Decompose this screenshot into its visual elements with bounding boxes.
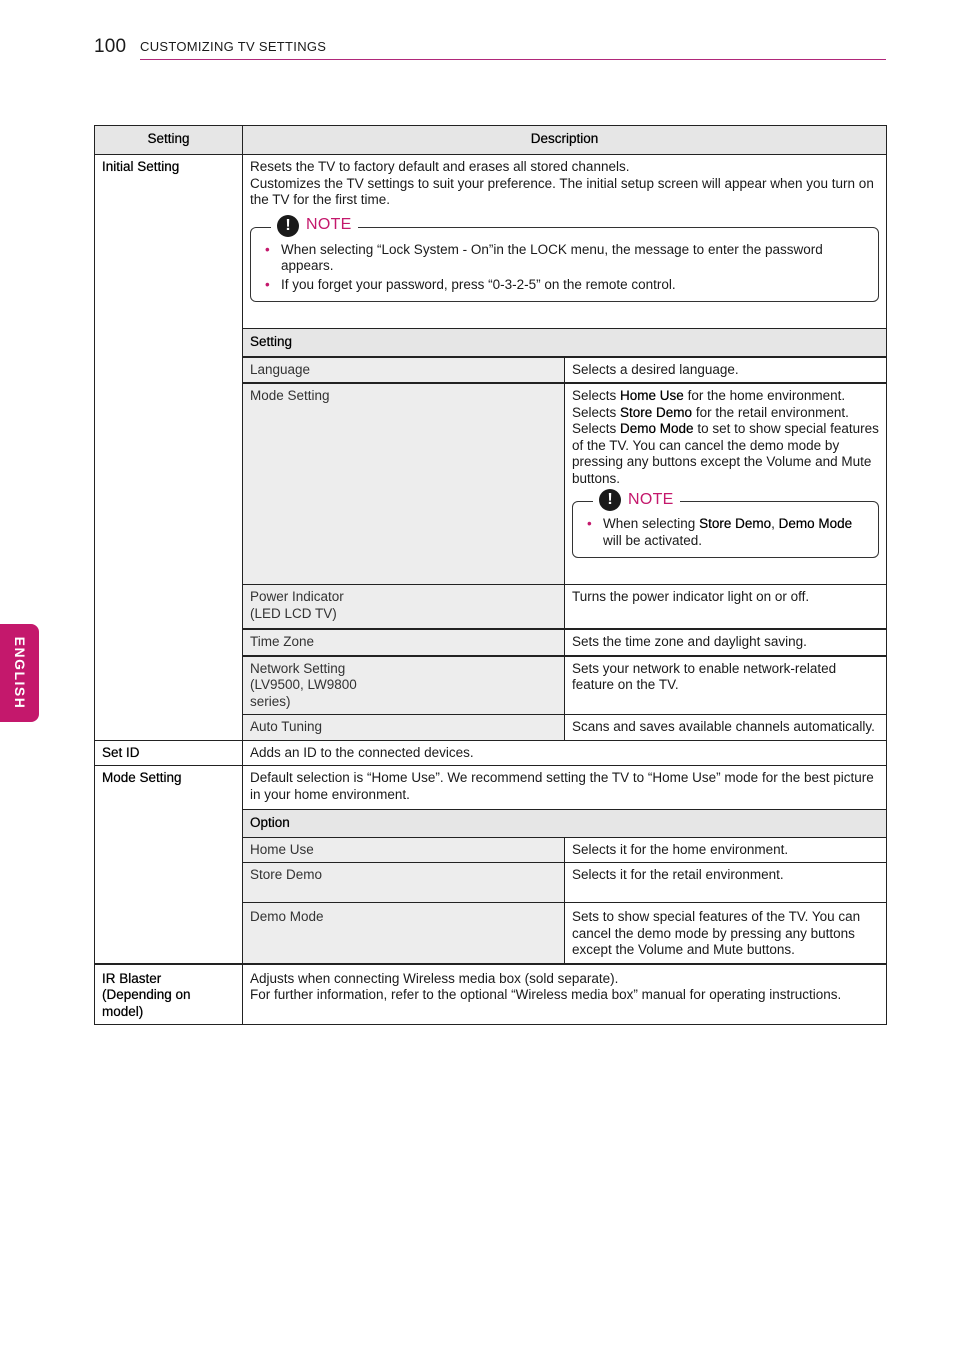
page-number: 100 xyxy=(94,36,127,57)
option-name: Store Demo xyxy=(243,863,565,903)
note-label: NOTE xyxy=(306,216,352,234)
option-description: Selects it for the retail environment. xyxy=(565,863,887,903)
option-description: Turns the power indicator light on or off. xyxy=(565,585,887,630)
table-row-initial-setting xyxy=(95,155,887,741)
settings-table xyxy=(94,125,887,1025)
option-name: Mode Setting xyxy=(243,383,565,585)
desc-line: Adjusts when connecting Wireless media box (sold separate). xyxy=(250,970,619,986)
option-name: Home Use xyxy=(243,837,565,863)
option-description: Selects it for the home environment. xyxy=(565,837,887,863)
option-name: Time Zone xyxy=(243,629,565,656)
subtable-header: Setting xyxy=(243,329,886,357)
option-description: Sets to show special features of the TV. You can cancel the demo mode by pressing any buttons except the Volume and Mute buttons. xyxy=(565,903,887,963)
option-description: Sets the time zone and daylight saving. xyxy=(565,629,887,656)
option-name: Power Indicator (LED LCD TV) xyxy=(243,585,565,630)
note-box xyxy=(250,216,879,303)
note-box xyxy=(572,490,879,558)
note-item: • When selecting Store Demo, Demo Mode will be activated. xyxy=(587,516,868,549)
note-item: • When selecting “Lock System - On”in the LOCK menu, the message to enter the password appears. xyxy=(265,242,868,275)
option-name: Auto Tuning xyxy=(243,715,565,740)
column-header-setting: Setting xyxy=(95,126,243,155)
section-title: CUSTOMIZING TV SETTINGS xyxy=(140,39,327,54)
table-row-ir-blaster xyxy=(95,964,887,1025)
table-row-mode-setting xyxy=(95,766,887,964)
row-label: Mode Setting xyxy=(95,766,243,964)
note-item: • If you forget your password, press “0-3-2-5” on the remote control. xyxy=(265,277,868,294)
option-description: Selects Home Use for the home environment. Selects Store Demo for the retail environment. Selects Demo Mode to set to show special features of the TV. You can cancel the demo mode by pressing any buttons except the Volume and Mute buttons. ! NOTE • When selecting Store Demo, Demo Mode will be activated. xyxy=(565,383,887,585)
option-description: Sets your network to enable network-related feature on the TV. xyxy=(565,656,887,715)
exclamation-icon: ! xyxy=(277,215,299,237)
table-header-row xyxy=(95,126,887,155)
option-name: Network Setting (LV9500, LW9800 series) xyxy=(243,656,565,715)
option-description: Scans and saves available channels automatically. xyxy=(565,715,887,740)
row-description: Adds an ID to the connected devices. xyxy=(243,740,887,766)
note-label: NOTE xyxy=(628,490,674,508)
subtable-header: Option xyxy=(243,810,886,838)
language-side-tab xyxy=(0,624,39,722)
side-tab-label: ENGLISH xyxy=(11,636,28,710)
row-description xyxy=(243,155,887,741)
mode-setting-subtable xyxy=(243,809,886,963)
row-description xyxy=(243,964,887,1025)
table-row-set-id xyxy=(95,740,887,766)
row-description xyxy=(243,766,887,964)
exclamation-icon: ! xyxy=(599,489,621,511)
header-rule xyxy=(140,59,886,60)
desc-line: Resets the TV to factory default and erases all stored channels. xyxy=(250,159,630,174)
column-header-description: Description xyxy=(243,126,887,155)
option-name: Demo Mode xyxy=(243,903,565,963)
row-label: Set ID xyxy=(95,740,243,766)
desc-line: Default selection is “Home Use”. We recommend setting the TV to “Home Use” mode for the best picture in your home environment. xyxy=(250,770,874,802)
initial-setting-subtable xyxy=(243,328,886,740)
row-label: Initial Setting xyxy=(95,155,243,741)
row-label: IR Blaster (Depending on model) xyxy=(95,964,243,1025)
option-description: Selects a desired language. xyxy=(565,357,887,384)
desc-line: For further information, refer to the optional “Wireless media box” manual for operating instructions. xyxy=(250,987,842,1002)
option-name: Language xyxy=(243,357,565,384)
desc-line: Customizes the TV settings to suit your preference. The initial setup screen will appear when you turn on the TV for the first time. xyxy=(250,175,874,207)
